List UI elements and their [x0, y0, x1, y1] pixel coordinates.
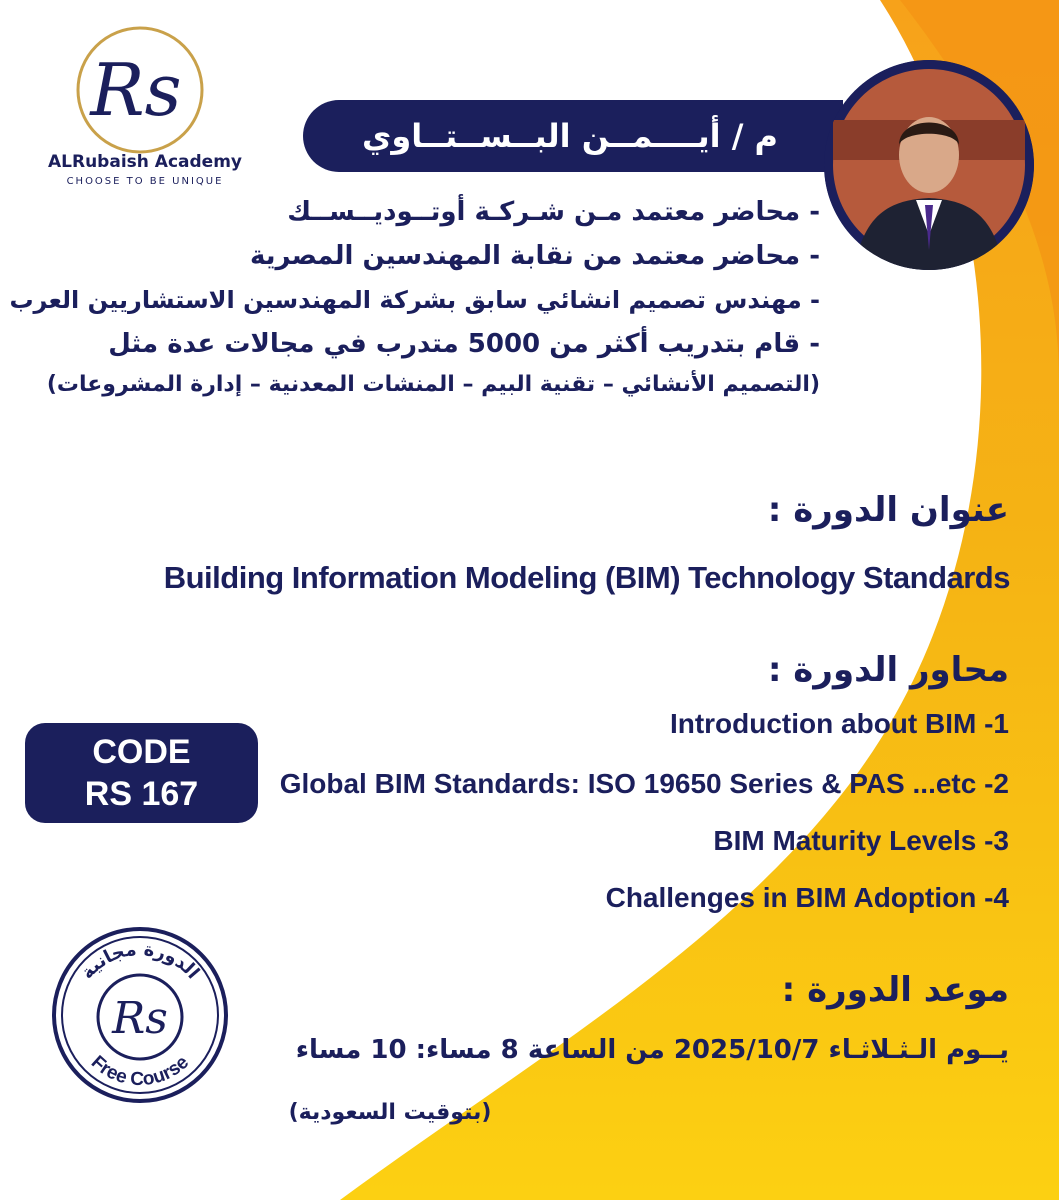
credential-item: (التصميم الأنشائي – تقنية البيم – المنشات المعدنية – إدارة المشروعات)	[46, 372, 820, 397]
course-code-badge	[25, 723, 258, 823]
code-value: RS 167	[84, 775, 199, 813]
stamp-top-text: الدورة مجانية	[76, 938, 204, 984]
course-title: Building Information Modeling (BIM) Technology Standards	[163, 560, 1010, 595]
credential-item: - محاضر معتمد من نقابة المهندسين المصرية	[249, 241, 820, 271]
academy-name: ALRubaish Academy	[48, 152, 242, 172]
course-title-label: عنوان الدورة :	[767, 490, 1009, 530]
course-timezone: (بتوقيت السعودية)	[288, 1100, 492, 1125]
instructor-photo	[824, 60, 1034, 270]
credential-item: - مهندس تصميم انشائي سابق بشركة المهندسين الاستشاريين العرب	[9, 286, 820, 314]
free-course-stamp	[50, 925, 230, 1105]
instructor-name: م / أيــــمــن البــســتــاوي	[362, 117, 778, 155]
topic-item: Challenges in BIM Adoption -4	[605, 882, 1009, 913]
academy-tagline: CHOOSE TO BE UNIQUE	[66, 176, 224, 187]
course-schedule: يــوم الـثـلاثـاء 2025/10/7 من الساعة 8 مساء: 10 مساء	[295, 1035, 1009, 1065]
credential-item: - محاضر معتمد مـن شـركـة أوتــوديــســك	[287, 197, 820, 227]
stamp-monogram: Rs	[112, 993, 168, 1044]
course-topics-label: محاور الدورة :	[767, 650, 1009, 690]
svg-text:Rs: Rs	[90, 48, 182, 132]
topic-item: Introduction about BIM -1	[669, 708, 1009, 739]
code-label: CODE	[92, 733, 191, 771]
stamp-bottom-text: Free Course	[86, 1051, 194, 1091]
course-schedule-label: موعد الدورة :	[781, 970, 1009, 1010]
credential-item: - قام بتدريب أكثر من 5000 متدرب في مجالات عدة مثل	[108, 329, 820, 359]
topic-item: Global BIM Standards: ISO 19650 Series & PAS ...etc -2	[279, 768, 1009, 799]
topic-item: BIM Maturity Levels -3	[713, 825, 1009, 856]
instructor-credentials	[9, 190, 820, 404]
